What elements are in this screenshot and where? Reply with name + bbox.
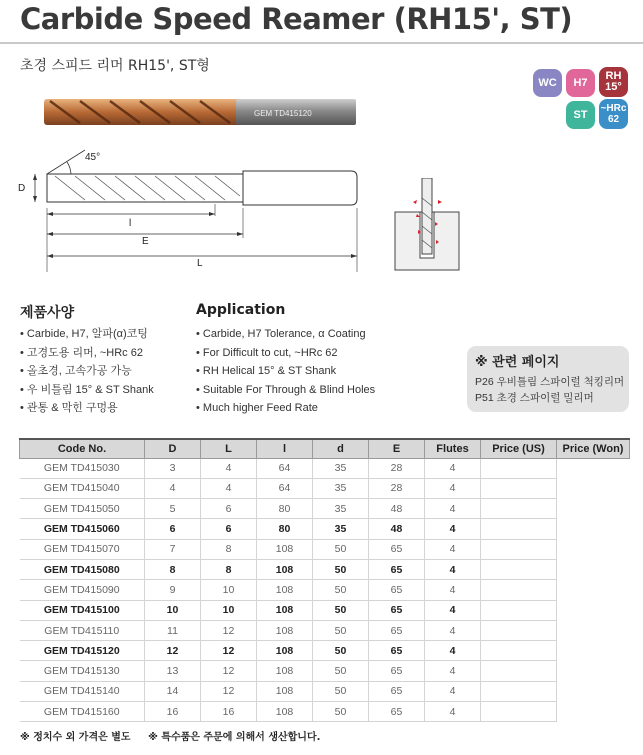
cell-price-won <box>557 702 630 722</box>
badge-h7: H7 <box>566 69 595 97</box>
footer-notes <box>20 728 334 743</box>
cell-l: 108 <box>257 661 313 681</box>
cell-price-won <box>557 620 630 640</box>
cell-code: GEM TD415100 <box>20 600 145 620</box>
cell-l: 108 <box>257 580 313 600</box>
cell-code: GEM TD415070 <box>20 539 145 559</box>
badge-wc: WC <box>533 69 562 97</box>
cell-l: 64 <box>257 478 313 498</box>
table-row <box>20 661 630 681</box>
spec-kr-heading: 제품사양 <box>20 305 75 321</box>
cell-l: 8 <box>201 539 257 559</box>
cell-price-won <box>557 499 630 519</box>
cell-l: 108 <box>257 681 313 701</box>
cell-flutes: 4 <box>425 458 481 478</box>
spec-kr-item: • 우 비틀림 15° & ST Shank <box>20 381 154 400</box>
cell-price-us <box>481 519 557 539</box>
cell-d: 50 <box>313 600 369 620</box>
badge-rh15-line1: RH <box>605 70 622 82</box>
table-row <box>20 559 630 579</box>
table-row <box>20 600 630 620</box>
cell-e: 28 <box>369 458 425 478</box>
cell-d: 35 <box>313 458 369 478</box>
cell-l: 4 <box>201 458 257 478</box>
cell-flutes: 4 <box>425 681 481 701</box>
product-shank-engraving: GEM TD415120 <box>254 109 312 118</box>
badge-rh15 <box>599 67 628 97</box>
cell-price-us <box>481 641 557 661</box>
cell-l: 12 <box>201 661 257 681</box>
page-title: Carbide Speed Reamer (RH15', ST) <box>20 2 573 36</box>
cell-price-won <box>557 539 630 559</box>
table-header-row <box>20 439 630 458</box>
spec-table <box>19 438 630 722</box>
header-e: E <box>369 439 425 458</box>
table-row <box>20 702 630 722</box>
cell-d: 7 <box>145 539 201 559</box>
cell-l: 64 <box>257 458 313 478</box>
cell-l: 108 <box>257 641 313 661</box>
cell-l: 4 <box>201 478 257 498</box>
page-subtitle: 초경 스피드 리머 RH15', ST형 <box>20 58 210 74</box>
cell-price-won <box>557 641 630 661</box>
cell-d: 35 <box>313 499 369 519</box>
cell-flutes: 4 <box>425 519 481 539</box>
cell-price-won <box>557 458 630 478</box>
application-item: • Carbide, H7 Tolerance, α Coating <box>196 325 375 344</box>
cell-price-won <box>557 600 630 620</box>
cell-code: GEM TD415030 <box>20 458 145 478</box>
cell-price-us <box>481 661 557 681</box>
cell-e: 65 <box>369 620 425 640</box>
cell-l: 108 <box>257 600 313 620</box>
table-row <box>20 539 630 559</box>
cell-d: 50 <box>313 641 369 661</box>
header-l-lower: l <box>257 439 313 458</box>
cell-price-won <box>557 580 630 600</box>
cell-code: GEM TD415120 <box>20 641 145 661</box>
cell-d: 50 <box>313 661 369 681</box>
cell-e: 48 <box>369 519 425 539</box>
application-heading: Application <box>196 302 286 318</box>
cell-d: 35 <box>313 478 369 498</box>
cell-d: 8 <box>145 559 201 579</box>
reamer-product-image <box>40 95 360 131</box>
badge-st: ST <box>566 101 595 129</box>
cell-flutes: 4 <box>425 620 481 640</box>
header-code-no: Code No. <box>20 439 145 458</box>
related-pages-title: ※ 관련 페이지 <box>475 355 560 370</box>
cell-d: 6 <box>145 519 201 539</box>
cell-d: 35 <box>313 519 369 539</box>
cell-e: 65 <box>369 539 425 559</box>
footer-note: ※ 특수품은 주문에 의해서 생산합니다. <box>148 732 321 743</box>
cell-flutes: 4 <box>425 499 481 519</box>
cell-d: 50 <box>313 580 369 600</box>
cell-l: 108 <box>257 559 313 579</box>
cell-flutes: 4 <box>425 600 481 620</box>
header-shank-d: d <box>313 439 369 458</box>
dim-e-label: E <box>142 236 149 247</box>
application-item: • For Difficult to cut, ~HRc 62 <box>196 344 375 363</box>
footer-note: ※ 정치수 외 가격은 별도 <box>20 732 131 743</box>
cell-price-us <box>481 559 557 579</box>
table-row <box>20 458 630 478</box>
cell-d: 14 <box>145 681 201 701</box>
header-l-upper: L <box>201 439 257 458</box>
table-row <box>20 519 630 539</box>
cell-price-us <box>481 539 557 559</box>
angle-label: 45° <box>85 152 101 163</box>
header-flutes: Flutes <box>425 439 481 458</box>
spec-kr-list <box>20 325 154 418</box>
cell-price-us <box>481 458 557 478</box>
cell-price-us <box>481 681 557 701</box>
cell-l: 80 <box>257 519 313 539</box>
header-price-us: Price (US) <box>481 439 557 458</box>
cell-d: 3 <box>145 458 201 478</box>
spec-kr-item: • 고경도용 리머, ~HRc 62 <box>20 344 154 363</box>
cell-d: 50 <box>313 681 369 701</box>
cell-flutes: 4 <box>425 580 481 600</box>
cell-d: 16 <box>145 702 201 722</box>
cell-l: 80 <box>257 499 313 519</box>
cell-price-won <box>557 681 630 701</box>
dim-total-length-label: L <box>197 258 203 269</box>
cell-l: 12 <box>201 681 257 701</box>
table-row <box>20 681 630 701</box>
related-page-link[interactable]: P26 우비틀림 스파이럴 척킹리머 <box>475 376 625 388</box>
spec-kr-item: • 올초경, 고속가공 가능 <box>20 362 154 381</box>
header-d: D <box>145 439 201 458</box>
cell-d: 50 <box>313 539 369 559</box>
cell-flutes: 4 <box>425 559 481 579</box>
cell-flutes: 4 <box>425 539 481 559</box>
dim-d-label: D <box>18 183 26 194</box>
cell-code: GEM TD415050 <box>20 499 145 519</box>
cell-flutes: 4 <box>425 702 481 722</box>
cell-d: 13 <box>145 661 201 681</box>
cell-code: GEM TD415060 <box>20 519 145 539</box>
table-row <box>20 620 630 640</box>
cell-e: 65 <box>369 559 425 579</box>
application-item: • Suitable For Through & Blind Holes <box>196 381 375 400</box>
cell-price-us <box>481 600 557 620</box>
related-page-link[interactable]: P51 초경 스파이럴 밀리머 <box>475 392 594 404</box>
cell-e: 65 <box>369 641 425 661</box>
blind-hole-cutting-diagram <box>393 178 461 272</box>
badge-hrc62-line1: ~HRc <box>600 103 627 114</box>
cell-price-won <box>557 661 630 681</box>
cell-e: 65 <box>369 702 425 722</box>
cell-code: GEM TD415130 <box>20 661 145 681</box>
cell-l: 108 <box>257 620 313 640</box>
application-item: • RH Helical 15° & ST Shank <box>196 362 375 381</box>
cell-e: 65 <box>369 661 425 681</box>
cell-price-us <box>481 702 557 722</box>
cell-d: 11 <box>145 620 201 640</box>
table-row <box>20 478 630 498</box>
cell-price-won <box>557 478 630 498</box>
cell-d: 50 <box>313 702 369 722</box>
cell-code: GEM TD415110 <box>20 620 145 640</box>
spec-kr-item: • Carbide, H7, 알파(α)코팅 <box>20 325 154 344</box>
cell-e: 65 <box>369 600 425 620</box>
dim-l-label: l <box>129 218 132 229</box>
cell-price-us <box>481 478 557 498</box>
cell-flutes: 4 <box>425 641 481 661</box>
table-row <box>20 580 630 600</box>
cell-code: GEM TD415160 <box>20 702 145 722</box>
cell-e: 65 <box>369 681 425 701</box>
cell-l: 12 <box>201 620 257 640</box>
table-row <box>20 499 630 519</box>
cell-d: 10 <box>145 600 201 620</box>
cell-code: GEM TD415140 <box>20 681 145 701</box>
cell-price-won <box>557 559 630 579</box>
cell-l: 6 <box>201 499 257 519</box>
cell-d: 5 <box>145 499 201 519</box>
cell-e: 48 <box>369 499 425 519</box>
cell-l: 8 <box>201 559 257 579</box>
application-list <box>196 325 375 418</box>
table-row <box>20 641 630 661</box>
header-price-won: Price (Won) <box>557 439 630 458</box>
cell-e: 65 <box>369 580 425 600</box>
cell-code: GEM TD415090 <box>20 580 145 600</box>
reamer-dimension-drawing <box>15 142 365 272</box>
cell-d: 9 <box>145 580 201 600</box>
cell-price-us <box>481 620 557 640</box>
cell-l: 108 <box>257 539 313 559</box>
cell-l: 108 <box>257 702 313 722</box>
cell-l: 12 <box>201 641 257 661</box>
cell-flutes: 4 <box>425 478 481 498</box>
cell-d: 50 <box>313 559 369 579</box>
cell-d: 50 <box>313 620 369 640</box>
cell-code: GEM TD415040 <box>20 478 145 498</box>
badge-rh15-line2: 15° <box>605 81 622 93</box>
cell-code: GEM TD415080 <box>20 559 145 579</box>
cell-e: 28 <box>369 478 425 498</box>
cell-l: 10 <box>201 600 257 620</box>
badge-hrc62-line2: 62 <box>607 114 620 125</box>
cell-flutes: 4 <box>425 661 481 681</box>
cell-l: 10 <box>201 580 257 600</box>
spec-kr-item: • 관통 & 막힌 구멍용 <box>20 399 154 418</box>
badge-hrc62 <box>599 99 628 129</box>
cell-l: 16 <box>201 702 257 722</box>
cell-price-us <box>481 499 557 519</box>
application-item: • Much higher Feed Rate <box>196 399 375 418</box>
cell-price-won <box>557 519 630 539</box>
table-body <box>20 458 630 722</box>
related-pages-box <box>467 346 629 412</box>
cell-l: 6 <box>201 519 257 539</box>
title-divider <box>0 42 643 44</box>
cell-price-us <box>481 580 557 600</box>
cell-d: 12 <box>145 641 201 661</box>
cell-d: 4 <box>145 478 201 498</box>
